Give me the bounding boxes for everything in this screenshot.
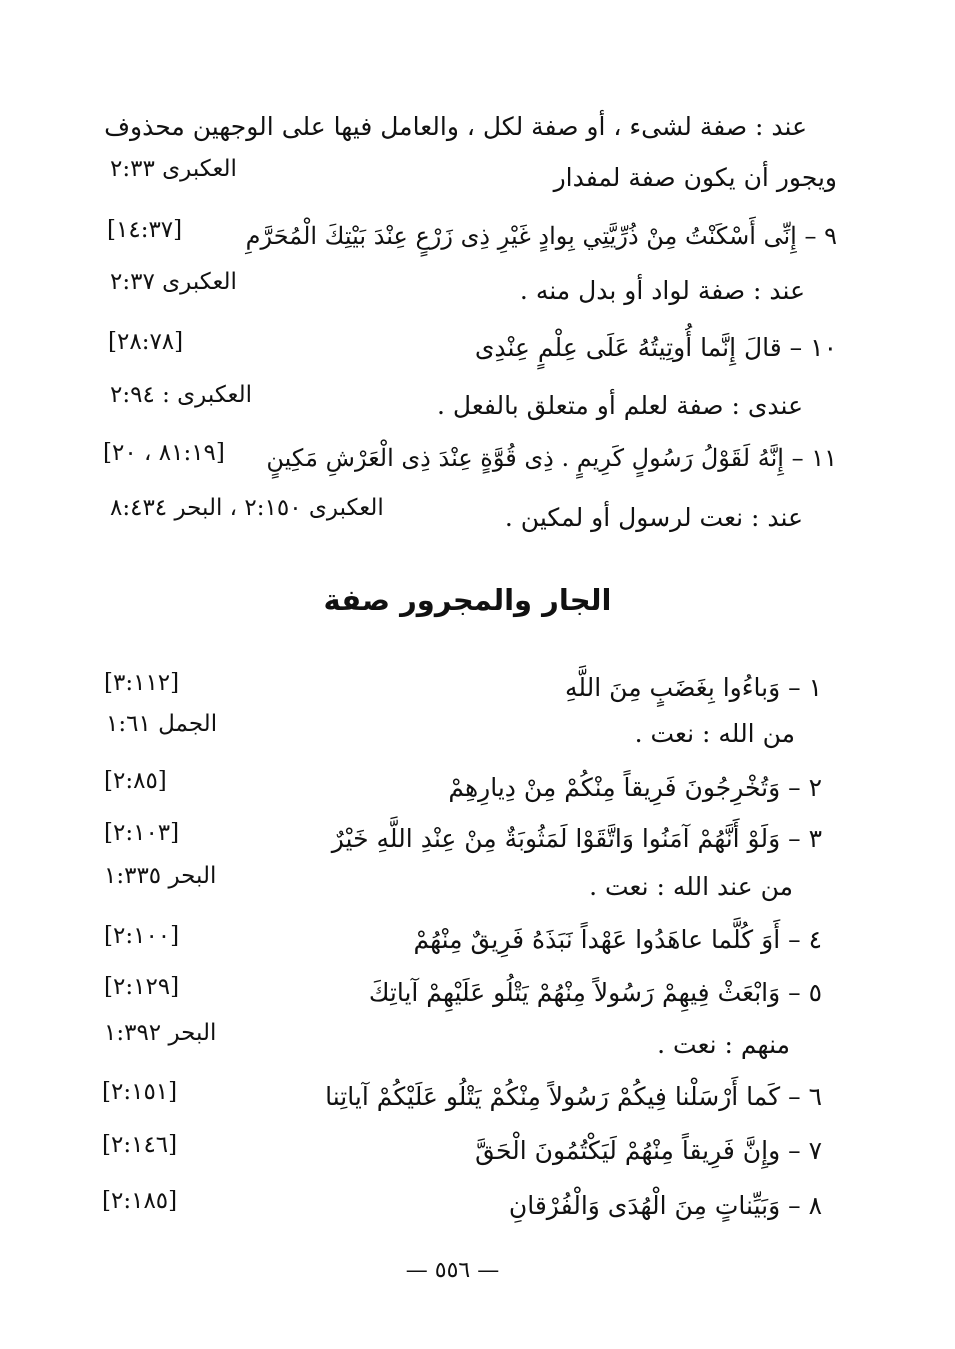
citation: العكبرى ٢:٣٧: [110, 269, 237, 295]
citation: العكبرى ٢:١٥٠ ، البحر ٨:٤٣٤: [110, 495, 384, 521]
text-line: عند : نعت لرسول أو لمكين .: [504, 503, 803, 532]
verse-reference: [٣:١١٢]: [104, 670, 180, 696]
verse-line: ١١ – إِنَّهُ لَقَوْلُ رَسُولٍ كَرِيمٍ . ذِى قُوَّةٍ عِنْدَ ذِى الْعَرْشِ مَكِينٍ: [266, 444, 837, 472]
verse-line: ٢ – وَتُخْرِجُونَ فَرِيقاً مِنْكُمْ مِنْ دِيارِهِمْ: [448, 773, 822, 802]
text-line: ويجور أن يكون صفة لمفدار: [553, 163, 837, 192]
citation: العكبرى ٢:٣٣: [110, 156, 237, 182]
verse-reference: [١٤:٣٧]: [107, 217, 183, 243]
verse-reference: [٢:٨٥]: [104, 768, 167, 794]
verse-line: ٦ – كَما أَرْسَلْنا فِيكُمْ رَسُولاً مِنْكُمْ يَتْلُو عَلَيْكُمْ آياتِنا: [325, 1082, 822, 1111]
citation: البحر ١:٣٣٥: [104, 863, 217, 889]
text-line: عند : صفة لواد أو بدل منه .: [519, 276, 805, 305]
verse-line: ١٠ – قالَ إِنَّما أُوتِيتُهُ عَلَى عِلْمٍ عِنْدِى: [474, 333, 837, 362]
verse-line: ٩ – إِنِّى أَسْكَنْتُ مِنْ ذُرِّيَّتِي بِوادٍ غَيْرِ ذِى زَرْعٍ عِنْدَ بَيْتِكَ الْمُحَرَّمِ: [245, 222, 837, 250]
citation: البحر ١:٣٩٢: [104, 1020, 217, 1046]
verse-reference: [٨١:١٩ ، ٢٠]: [103, 440, 225, 466]
verse-line: ٥ – وَابْعَثْ فِيهِمْ رَسُولاً مِنْهُمْ يَتْلُو عَلَيْهِمْ آياتِكَ: [368, 978, 822, 1007]
verse-line: ٨ – وَبَيِّناتٍ مِنَ الْهُدَى وَالْفُرْقانِ: [508, 1191, 822, 1220]
verse-reference: [٢:١٠٠]: [104, 923, 180, 949]
text-line: من الله : نعت .: [634, 719, 795, 748]
verse-reference: [٢:١٠٣]: [104, 820, 180, 846]
section-heading: الجار والمجرور صفة: [323, 583, 612, 617]
verse-reference: [٢:١٥١]: [102, 1079, 178, 1105]
text-line: من عند الله : نعت .: [589, 872, 793, 901]
verse-line: ١ – وَباءُوا بِغَضَبٍ مِنَ اللَّهِ: [564, 673, 822, 702]
citation: العكبرى : ٢:٩٤: [110, 382, 253, 408]
text-line: عندى : صفة لعلم أو متعلق بالفعل .: [437, 391, 803, 420]
verse-reference: [٢:١٢٩]: [104, 974, 180, 1000]
verse-reference: [٢:١٨٥]: [102, 1188, 178, 1214]
verse-line: ٣ – وَلَوْ أَنَّهُمْ آمَنُوا وَاتَّقَوْا لَمَثُوبَةٌ مِنْ عِنْدِ اللَّهِ خَيْرٌ: [331, 824, 822, 853]
verse-reference: [٢٨:٧٨]: [108, 329, 184, 355]
verse-line: ٤ – أَوَ كُلَّما عاهَدُوا عَهْداً نَبَذَهُ فَرِيقٌ مِنْهُمْ: [413, 925, 822, 954]
text-line: منهم : نعت .: [657, 1030, 790, 1059]
verse-reference: [٢:١٤٦]: [102, 1132, 178, 1158]
page-number: — ٥٥٦ —: [405, 1258, 500, 1283]
text-line: عند : صفة لشىء ، أو صفة لكل ، والعامل فيها على الوجهين محذوف: [104, 112, 807, 141]
verse-line: ٧ – وإِنَّ فَرِيقاً مِنْهُمْ لَيَكْتُمُونَ الْحَقَّ: [475, 1136, 822, 1165]
citation: الجمل ١:٦١: [106, 711, 218, 737]
